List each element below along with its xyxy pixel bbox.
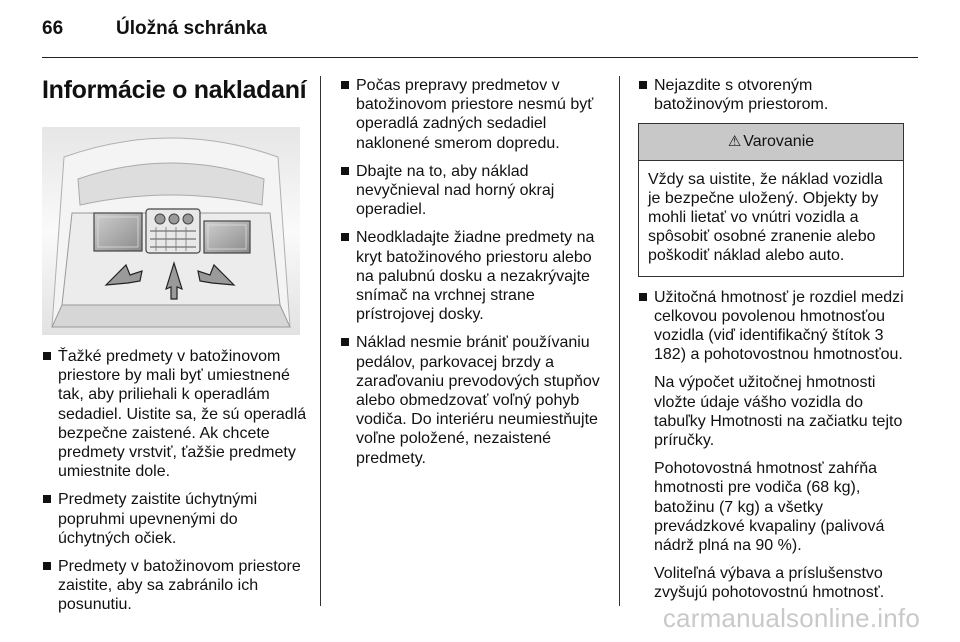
column-middle xyxy=(340,76,612,477)
list-item: Ťažké predmety v batožinovom priestore by mali byť umiestnené tak, aby priliehali k operadlám sedadiel. Uistite sa, že sú operadlá bezpečne zaistené. Ak chcete predmety vrstviť, ťažšie predmety umiestnite dole. xyxy=(42,347,310,481)
paragraph: Na výpočet užitočnej hmotnosti vložte údaje vášho vozidla do tabuľky Hmotnosti na začiatku tejto príručky. xyxy=(654,374,903,450)
list-item: Počas prepravy predmetov v batožinovom priestore nesmú byť operadlá zadných sedadiel naklonené smerom dopredu. xyxy=(340,76,612,153)
list-item: Nejazdite s otvoreným batožinovým priestorom. xyxy=(638,76,904,114)
warning-triangle-icon: ⚠ xyxy=(727,133,742,151)
list-item: Predmety zaistite úchytnými popruhmi upevnenými do úchytných očiek. xyxy=(42,490,310,548)
header-rule xyxy=(42,57,918,58)
list-item: Neodkladajte žiadne predmety na kryt batožinového priestoru alebo na palubnú dosku a nezakrývajte snímač na vrchnej strane prístrojovej dosky. xyxy=(340,228,612,324)
column-divider xyxy=(320,76,321,606)
list-item: Predmety v batožinovom priestore zaistite, aby sa zabránilo ich posunutiu. xyxy=(42,557,310,615)
paragraph: Pohotovostná hmotnosť zahŕňa hmotnosti pre vodiča (68 kg), batožinu (7 kg) a všetky prevádzkové kvapaliny (palivová nádrž plná na 90 %). xyxy=(654,460,885,555)
watermark: carmanualsonline.info xyxy=(662,603,920,633)
list-item: Náklad nesmie brániť používaniu pedálov, parkovacej brzdy a zaraďovaniu prevodových stupňov alebo obmedzovať voľný pohyb vodiča. Do interiéru neumiestňujte voľne položené, nezaistené predmety. xyxy=(340,333,612,467)
column-left xyxy=(42,347,310,624)
car-trunk-loading-illustration xyxy=(42,127,300,335)
warning-text: Vždy sa uistite, že náklad vozidla je bezpečne uložený. Objekty by mohli lietať vo vnútri vozidla a spôsobiť osobné zranenie alebo poškodiť náklad alebo auto. xyxy=(648,170,883,265)
page-number: 66 xyxy=(42,18,64,39)
column-right xyxy=(638,76,904,612)
page-title: Informácie o nakladaní xyxy=(42,76,307,104)
list-item: Dbajte na to, aby náklad nevyčnieval nad horný okraj operadiel. xyxy=(340,162,612,220)
paragraph: Voliteľná výbava a príslušenstvo zvyšujú pohotovostnú hmotnosť. xyxy=(654,565,885,602)
warning-box xyxy=(638,123,904,276)
section-title: Úložná schránka xyxy=(116,18,267,39)
column-divider xyxy=(619,76,620,606)
warning-header xyxy=(639,124,903,160)
page-header xyxy=(42,18,267,40)
warning-title: Varovanie xyxy=(743,133,815,151)
list-item: Užitočná hmotnosť je rozdiel medzi celkovou povolenou hmotnosťou vozidla (viď identifikačný štítok 3 182) a pohotovostnou hmotnosťou. xyxy=(638,288,904,365)
